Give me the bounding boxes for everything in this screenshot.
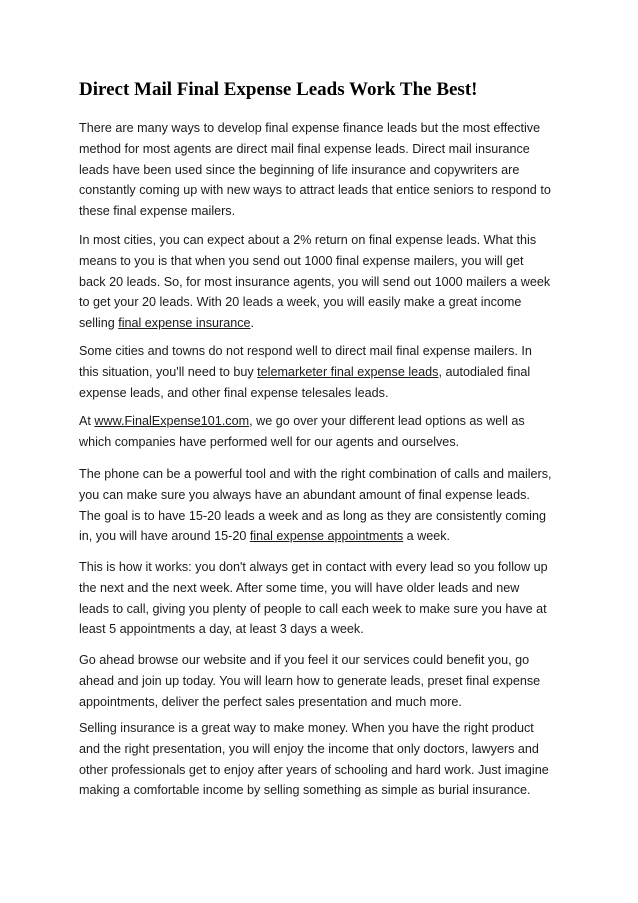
document-title: Direct Mail Final Expense Leads Work The Best! [79,79,478,100]
text-line: means to you is that when you send out 1000 final expense mailers, you will get [79,253,524,268]
text-line: you can make sure you always have an abundant amount of final expense leads. [79,487,530,502]
text-line: these final expense mailers. [79,204,236,219]
text-line: Some cities and towns do not respond well to direct mail final expense mailers. In [79,344,532,358]
text-line: the next and the next week. After some time, you will have older leads and new [79,580,520,595]
text-line: least 5 appointments a day, at least 3 days a week. [79,622,364,637]
text-line: constantly coming up with new ways to attract leads that entice seniors to respond to [79,183,551,198]
paragraph-8 [79,718,569,801]
paragraph-3 [79,341,569,403]
text-segment: a week. [403,529,451,544]
text-segment: in, you will have around 15-20 [79,529,250,544]
text-line: The goal is to have 15-20 leads a week and as long as they are consistently coming [79,508,546,523]
text-line: This is how it works: you don't always get in contact with every lead so you follow up [79,560,548,574]
text-segment: selling [79,316,119,331]
text-line: to get your 20 leads. With 20 leads a week, you will easily make a great income [79,295,522,310]
text-line: which companies have performed well for our agents and ourselves. [79,434,460,449]
text-line: In most cities, you can expect about a 2% return on final expense leads. What this [79,233,537,247]
final-expense-insurance-link[interactable]: final expense insurance [118,316,251,331]
text-line [79,362,569,383]
text-line: Selling insurance is a great way to make money. When you have the right product [79,721,534,735]
paragraph-1 [79,118,569,222]
text-line: making a comfortable income by selling something as simple as burial insurance. [79,783,531,798]
text-segment: At [79,414,95,428]
text-line: The phone can be a powerful tool and with the right combination of calls and mailers, [79,467,552,481]
text-line: other professionals get to enjoy after years of schooling and hard work. Just imagine [79,762,549,777]
text-line: leads to call, giving you plenty of people to call each week to make sure you have at [79,601,547,616]
final-expense-appointments-link[interactable]: final expense appointments [249,529,404,544]
text-segment: this situation, you'll need to buy [79,364,258,379]
paragraph-7 [79,650,569,712]
text-line: leads have been used since the beginning of life insurance and copywriters are [79,162,520,177]
paragraph-6 [79,557,569,640]
paragraph-5 [79,464,569,547]
telemarketer-leads-link[interactable]: telemarketer final expense leads [257,364,439,379]
text-segment: , autodialed final [438,364,531,379]
text-line: back 20 leads. So, for most insurance agents, you will send out 1000 mailers a week [79,274,551,289]
paragraph-4 [79,411,569,453]
text-line [79,526,569,547]
website-link[interactable]: www.FinalExpense101.com [94,414,250,428]
text-segment: . [250,316,255,331]
text-line: appointments, deliver the perfect sales presentation and much more. [79,694,462,709]
text-line: Go ahead browse our website and if you feel it our services could benefit you, go [79,653,530,667]
text-line: expense leads, and other final expense telesales leads. [79,385,389,400]
text-segment: , we go over your different lead options as well as [249,414,525,428]
text-line: ahead and join up today. You will learn how to generate leads, preset final expense [79,673,541,688]
text-line: There are many ways to develop final expense finance leads but the most effective [79,121,541,135]
text-line [79,313,569,334]
text-line: method for most agents are direct mail final expense leads. Direct mail insurance [79,141,530,156]
paragraph-2 [79,230,569,334]
text-line [79,411,569,432]
text-line: and the right presentation, you will enjoy the income that only doctors, lawyers and [79,741,539,756]
